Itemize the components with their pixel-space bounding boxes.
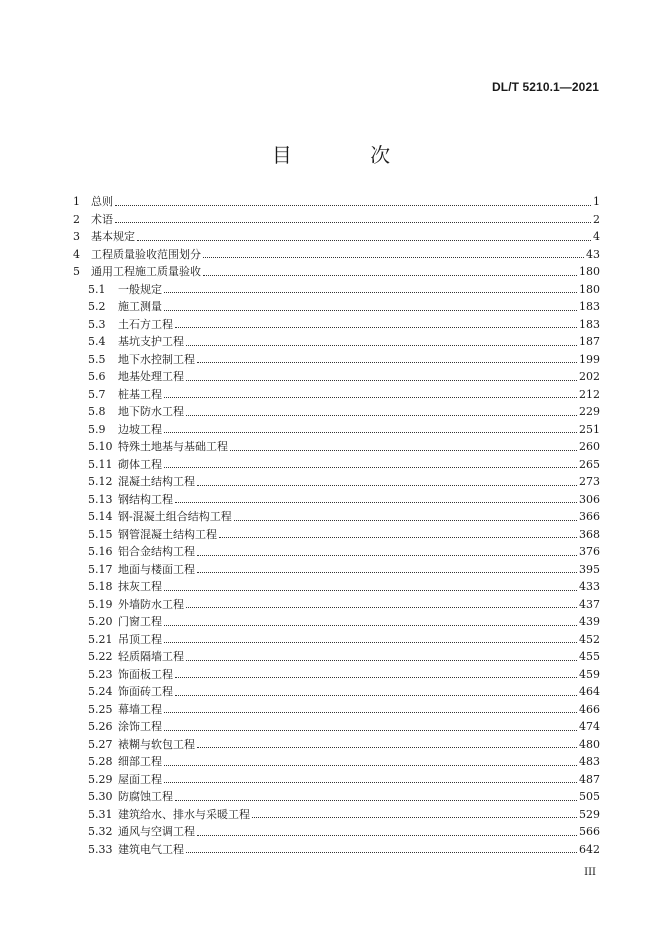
dot-leader bbox=[219, 537, 577, 538]
toc-entry-page: 452 bbox=[579, 632, 600, 646]
toc-entry-title: 工程质量验收范围划分 bbox=[91, 247, 201, 261]
toc-entry[interactable] bbox=[73, 491, 600, 509]
toc-entry[interactable] bbox=[73, 631, 600, 649]
toc-entry-title: 混凝土结构工程 bbox=[118, 475, 195, 488]
toc-entry-number: 5.33 bbox=[88, 842, 113, 856]
dot-leader bbox=[197, 747, 577, 748]
toc-entry-number: 5.7 bbox=[88, 387, 106, 401]
toc-entry-title: 总则 bbox=[91, 195, 113, 208]
toc-entry-number: 5.12 bbox=[88, 475, 113, 488]
toc-entry[interactable] bbox=[73, 841, 600, 859]
toc-entry[interactable] bbox=[73, 211, 600, 229]
dot-leader bbox=[175, 677, 577, 678]
dot-leader bbox=[164, 310, 577, 311]
toc-entry[interactable] bbox=[73, 386, 600, 404]
toc-entry[interactable] bbox=[73, 596, 600, 614]
toc-entry[interactable] bbox=[73, 771, 600, 789]
dot-leader bbox=[203, 257, 584, 258]
dot-leader bbox=[252, 817, 577, 818]
dot-leader bbox=[197, 555, 577, 556]
toc-entry[interactable] bbox=[73, 823, 600, 841]
toc-entry-title: 裱糊与软包工程 bbox=[118, 737, 195, 751]
toc-entry-page: 229 bbox=[579, 405, 600, 418]
toc-entry-number: 5.22 bbox=[88, 650, 113, 663]
toc-entry-title: 桩基工程 bbox=[118, 387, 162, 401]
toc-entry-page: 43 bbox=[586, 247, 600, 261]
dot-leader bbox=[164, 397, 577, 398]
toc-entry-number: 5.2 bbox=[88, 300, 106, 313]
toc-entry-page: 251 bbox=[579, 422, 600, 436]
dot-leader bbox=[230, 450, 577, 451]
toc-entry[interactable] bbox=[73, 648, 600, 666]
toc-entry[interactable] bbox=[73, 333, 600, 351]
toc-entry-title: 地下水控制工程 bbox=[118, 352, 195, 366]
toc-entry-page: 2 bbox=[593, 212, 600, 226]
toc-entry-number: 5.10 bbox=[88, 440, 113, 453]
toc-entry-number: 5.3 bbox=[88, 317, 106, 331]
toc-entry-title: 特殊土地基与基础工程 bbox=[118, 440, 228, 453]
toc-entry[interactable] bbox=[73, 368, 600, 386]
toc-entry-page: 483 bbox=[579, 755, 600, 768]
dot-leader bbox=[186, 415, 577, 416]
toc-entry-number: 5.9 bbox=[88, 422, 106, 436]
toc-entry[interactable] bbox=[73, 806, 600, 824]
toc-entry[interactable] bbox=[73, 281, 600, 299]
toc-entry-number: 5.18 bbox=[88, 580, 113, 593]
toc-entry[interactable] bbox=[73, 543, 600, 561]
toc-entry-page: 306 bbox=[579, 492, 600, 506]
toc-entry-page: 202 bbox=[579, 370, 600, 383]
dot-leader bbox=[175, 695, 577, 696]
dot-leader bbox=[186, 345, 577, 346]
toc-entry-title: 建筑电气工程 bbox=[118, 842, 184, 856]
toc-entry-title: 砌体工程 bbox=[118, 457, 162, 471]
dot-leader bbox=[203, 275, 577, 276]
toc-entry[interactable] bbox=[73, 263, 600, 281]
toc-entry-number: 5.8 bbox=[88, 405, 106, 418]
toc-entry[interactable] bbox=[73, 316, 600, 334]
dot-leader bbox=[234, 520, 577, 521]
toc-entry-page: 474 bbox=[579, 720, 600, 733]
toc-entry-title: 饰面板工程 bbox=[118, 667, 173, 681]
toc-entry[interactable] bbox=[73, 351, 600, 369]
page-number: III bbox=[584, 867, 596, 878]
dot-leader bbox=[164, 765, 577, 766]
toc-entry-page: 529 bbox=[579, 807, 600, 821]
toc-entry[interactable] bbox=[73, 718, 600, 736]
toc-entry-number: 1 bbox=[73, 195, 80, 208]
toc-entry-page: 366 bbox=[579, 510, 600, 523]
toc-entry-number: 5.4 bbox=[88, 335, 106, 348]
toc-entry-page: 180 bbox=[579, 282, 600, 296]
dot-leader bbox=[164, 782, 577, 783]
dot-leader bbox=[164, 625, 577, 626]
toc-entry[interactable] bbox=[73, 438, 600, 456]
toc-entry-number: 5.14 bbox=[88, 510, 113, 523]
toc-entry-page: 183 bbox=[579, 317, 600, 331]
toc-entry-title: 屋面工程 bbox=[118, 772, 162, 786]
toc-entry-number: 5.20 bbox=[88, 615, 113, 628]
toc-entry[interactable] bbox=[73, 561, 600, 579]
toc-entry-title: 地下防水工程 bbox=[118, 405, 184, 418]
toc-entry-number: 5.32 bbox=[88, 825, 113, 838]
dot-leader bbox=[186, 852, 577, 853]
toc-entry[interactable] bbox=[73, 788, 600, 806]
dot-leader bbox=[164, 292, 577, 293]
toc-entry[interactable] bbox=[73, 613, 600, 631]
toc-entry[interactable] bbox=[73, 666, 600, 684]
toc-entry-title: 钢结构工程 bbox=[118, 492, 173, 506]
toc-entry-page: 265 bbox=[579, 457, 600, 471]
toc-entry-title: 吊顶工程 bbox=[118, 632, 162, 646]
toc-entry-page: 180 bbox=[579, 265, 600, 278]
toc-entry-title: 建筑给水、排水与采暖工程 bbox=[118, 807, 250, 821]
toc-entry-title: 术语 bbox=[91, 212, 113, 226]
toc-entry-page: 199 bbox=[579, 352, 600, 366]
toc-entry[interactable] bbox=[73, 473, 600, 491]
toc-entry-number: 5.19 bbox=[88, 597, 113, 611]
dot-leader bbox=[164, 712, 577, 713]
toc-entry-page: 260 bbox=[579, 440, 600, 453]
toc-entry-page: 187 bbox=[579, 335, 600, 348]
toc-entry-number: 5.6 bbox=[88, 370, 106, 383]
toc-entry[interactable] bbox=[73, 246, 600, 264]
toc-entry-page: 642 bbox=[579, 842, 600, 856]
toc-entry-title: 通风与空调工程 bbox=[118, 825, 195, 838]
dot-leader bbox=[175, 502, 577, 503]
toc-entry-title: 轻质隔墙工程 bbox=[118, 650, 184, 663]
toc-entry[interactable] bbox=[73, 736, 600, 754]
toc-entry[interactable] bbox=[73, 456, 600, 474]
dot-leader bbox=[164, 590, 577, 591]
dot-leader bbox=[115, 205, 591, 206]
toc-entry[interactable] bbox=[73, 228, 600, 246]
toc-entry[interactable] bbox=[73, 298, 600, 316]
toc-entry-number: 5.24 bbox=[88, 685, 113, 698]
toc-entry-page: 4 bbox=[593, 230, 600, 243]
toc-entry-number: 5.5 bbox=[88, 352, 106, 366]
toc-entry[interactable] bbox=[73, 683, 600, 701]
toc-entry-title: 地基处理工程 bbox=[118, 370, 184, 383]
toc-entry-page: 433 bbox=[579, 580, 600, 593]
dot-leader bbox=[197, 572, 577, 573]
toc-entry-page: 566 bbox=[579, 825, 600, 838]
toc-entry-page: 480 bbox=[579, 737, 600, 751]
toc-entry-number: 5.28 bbox=[88, 755, 113, 768]
toc-entry-number: 5.23 bbox=[88, 667, 113, 681]
toc-entry-title: 钢-混凝土组合结构工程 bbox=[118, 510, 232, 523]
toc-entry-number: 5.25 bbox=[88, 702, 113, 716]
toc-entry-page: 368 bbox=[579, 527, 600, 541]
toc-entry-page: 437 bbox=[579, 597, 600, 611]
toc-entry[interactable] bbox=[73, 508, 600, 526]
toc-entry-title: 门窗工程 bbox=[118, 615, 162, 628]
toc-entry-page: 395 bbox=[579, 562, 600, 576]
standard-code: DL/T 5210.1—2021 bbox=[492, 80, 599, 94]
toc-entry-title: 通用工程施工质量验收 bbox=[91, 265, 201, 278]
toc-entry-page: 273 bbox=[579, 475, 600, 488]
toc-entry-page: 464 bbox=[579, 685, 600, 698]
dot-leader bbox=[186, 660, 577, 661]
dot-leader bbox=[175, 800, 577, 801]
toc-entry-title: 施工测量 bbox=[118, 300, 162, 313]
toc-entry-number: 5.13 bbox=[88, 492, 113, 506]
toc-entry-page: 212 bbox=[579, 387, 600, 401]
toc-entry-number: 4 bbox=[73, 247, 80, 261]
toc-entry-number: 5.26 bbox=[88, 720, 113, 733]
toc-entry-page: 183 bbox=[579, 300, 600, 313]
dot-leader bbox=[197, 485, 577, 486]
toc-entry-page: 466 bbox=[579, 702, 600, 716]
toc-entry-number: 5.21 bbox=[88, 632, 113, 646]
toc-entry-title: 饰面砖工程 bbox=[118, 685, 173, 698]
toc-entry-number: 5.27 bbox=[88, 737, 113, 751]
dot-leader bbox=[186, 380, 577, 381]
dot-leader bbox=[115, 222, 591, 223]
toc-entry-page: 487 bbox=[579, 772, 600, 786]
toc-entry-number: 5.30 bbox=[88, 790, 113, 803]
dot-leader bbox=[197, 362, 577, 363]
toc-entry-title: 边坡工程 bbox=[118, 422, 162, 436]
toc-entry[interactable] bbox=[73, 526, 600, 544]
toc-entry-page: 439 bbox=[579, 615, 600, 628]
toc-entry-title: 铝合金结构工程 bbox=[118, 545, 195, 558]
toc-entry-number: 3 bbox=[73, 230, 80, 243]
toc-entry-number: 5.17 bbox=[88, 562, 113, 576]
toc-entry-title: 基本规定 bbox=[91, 230, 135, 243]
toc-entry-number: 2 bbox=[73, 212, 80, 226]
dot-leader bbox=[175, 327, 577, 328]
dot-leader bbox=[164, 730, 577, 731]
toc-entry-number: 5.31 bbox=[88, 807, 113, 821]
dot-leader bbox=[164, 642, 577, 643]
toc-entry-title: 钢管混凝土结构工程 bbox=[118, 527, 217, 541]
toc-entry-title: 幕墙工程 bbox=[118, 702, 162, 716]
toc-entry-number: 5.16 bbox=[88, 545, 113, 558]
toc-entry[interactable] bbox=[73, 193, 600, 211]
toc-entry-number: 5.11 bbox=[88, 457, 113, 471]
toc-entry[interactable] bbox=[73, 701, 600, 719]
toc-entry[interactable] bbox=[73, 421, 600, 439]
toc-entry[interactable] bbox=[73, 753, 600, 771]
toc-entry-number: 5.1 bbox=[88, 282, 106, 296]
dot-leader bbox=[137, 240, 591, 241]
toc-entry-page: 1 bbox=[593, 195, 600, 208]
toc-entry-page: 376 bbox=[579, 545, 600, 558]
toc-entry[interactable] bbox=[73, 403, 600, 421]
toc-entry[interactable] bbox=[73, 578, 600, 596]
toc-entry-page: 459 bbox=[579, 667, 600, 681]
toc-entry-number: 5 bbox=[73, 265, 80, 278]
toc-entry-number: 5.29 bbox=[88, 772, 113, 786]
toc-entry-page: 505 bbox=[579, 790, 600, 803]
toc-entry-title: 涂饰工程 bbox=[118, 720, 162, 733]
toc-entry-number: 5.15 bbox=[88, 527, 113, 541]
toc-entry-title: 基坑支护工程 bbox=[118, 335, 184, 348]
toc-entry-page: 455 bbox=[579, 650, 600, 663]
toc-entry-title: 地面与楼面工程 bbox=[118, 562, 195, 576]
table-of-contents bbox=[73, 193, 600, 858]
dot-leader bbox=[164, 432, 577, 433]
toc-entry-title: 防腐蚀工程 bbox=[118, 790, 173, 803]
toc-entry-title: 外墙防水工程 bbox=[118, 597, 184, 611]
toc-entry-title: 土石方工程 bbox=[118, 317, 173, 331]
toc-entry-title: 抹灰工程 bbox=[118, 580, 162, 593]
page-title: 目 次 bbox=[271, 143, 427, 167]
dot-leader bbox=[164, 467, 577, 468]
toc-entry-title: 细部工程 bbox=[118, 755, 162, 768]
toc-entry-title: 一般规定 bbox=[118, 282, 162, 296]
dot-leader bbox=[186, 607, 577, 608]
dot-leader bbox=[197, 835, 577, 836]
